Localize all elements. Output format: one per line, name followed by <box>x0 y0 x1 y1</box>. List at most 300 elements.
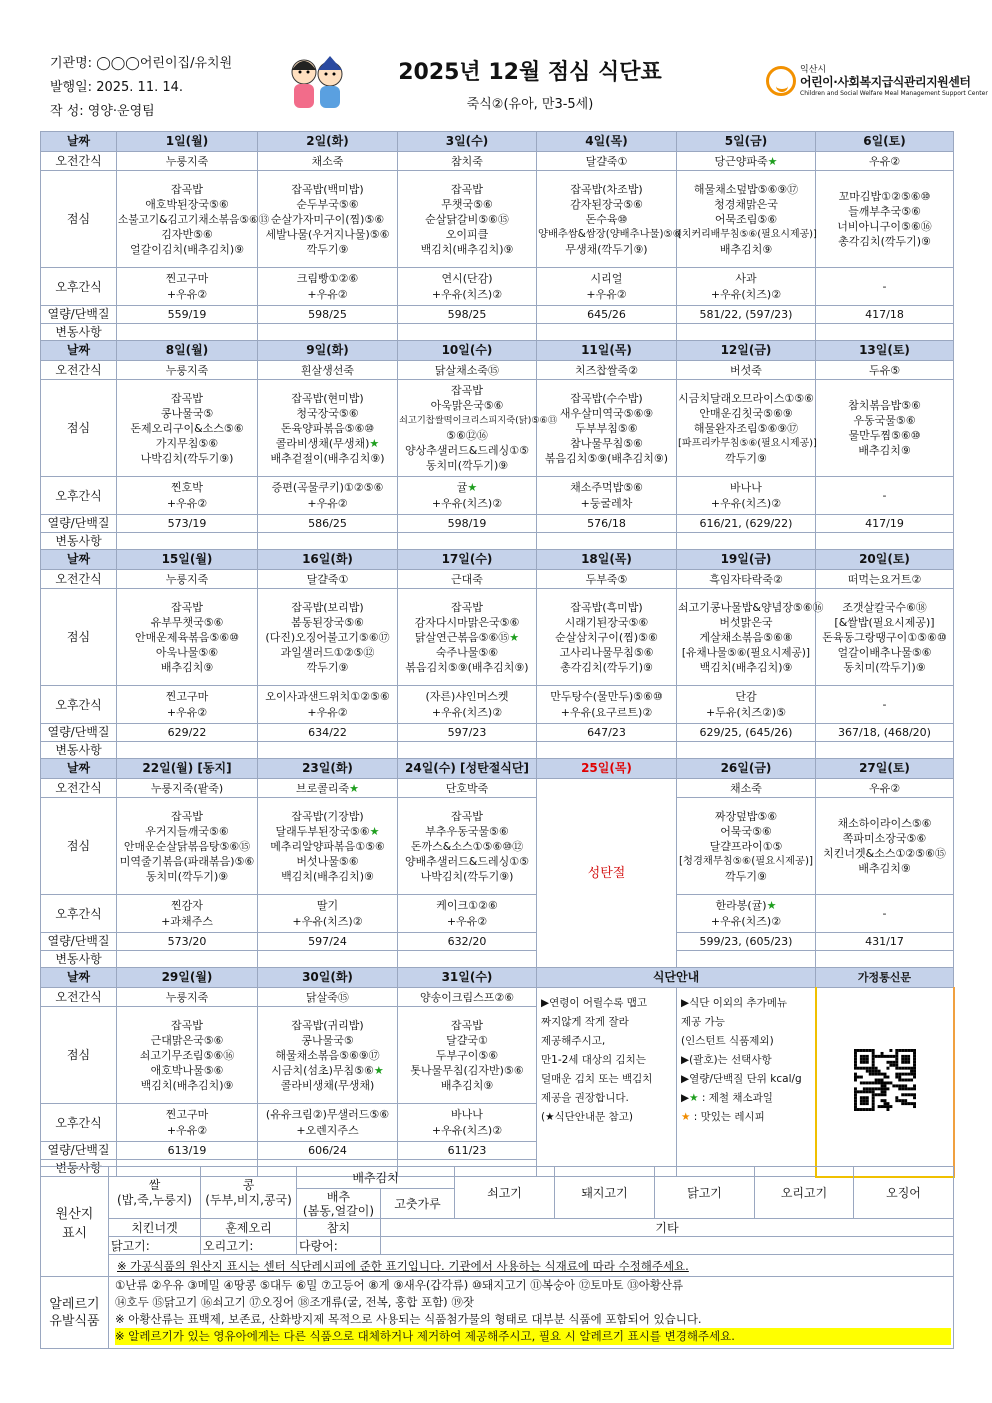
lunch-item: 게살채소볶음⑤⑥⑧ <box>699 630 793 644</box>
lunch-item: 버섯맑은국 <box>719 615 773 629</box>
day-date: 27일(토) <box>816 759 954 779</box>
changes-value <box>117 533 258 550</box>
lunch-menu <box>816 798 954 895</box>
lunch-item: 깍두기⑨ <box>306 242 349 256</box>
lunch-item: 들깨부추국⑤⑥ <box>848 205 921 218</box>
lunch-menu <box>537 589 677 686</box>
lunch-item: 채소하이라이스⑤⑥ <box>837 817 932 830</box>
am-snack-text: 단호박죽 <box>445 781 489 795</box>
lunch-item: 잡곡밥(흑미밥) <box>570 600 643 614</box>
seasonal-star-icon: ★ <box>509 630 520 644</box>
lunch-item: 쇠고기무조림⑤⑥⑯ <box>139 1048 235 1062</box>
lunch-item: 잡곡밥 <box>171 182 203 196</box>
week1-dh-row <box>41 132 954 152</box>
seasonal-star-icon: ★ <box>767 154 778 168</box>
am-snack-text: 누룽지죽 <box>165 363 209 377</box>
pm-snack-item: - <box>882 488 887 502</box>
changes-value <box>816 742 954 759</box>
nutrition-label: 열량/단백질 <box>41 933 117 951</box>
changes-value <box>537 324 677 341</box>
lunch-menu <box>537 380 677 477</box>
lunch-item: 배추김치⑨ <box>440 1078 494 1092</box>
allergy-list <box>109 1277 954 1349</box>
pm-snack <box>677 686 816 724</box>
lunch-menu <box>816 380 954 477</box>
pm-snack <box>398 895 537 933</box>
pm-snack-label: 오후간식 <box>41 1104 117 1142</box>
page-title: 2025년 12월 점심 식단표 <box>398 60 662 85</box>
org-label: 기관명: <box>50 56 93 71</box>
am-snack-text: 누룽지죽 <box>165 990 209 1004</box>
lunch-item: 볶음김치⑤⑨(배추김치⑨) <box>544 451 669 465</box>
day-date: 12일(금) <box>677 341 816 361</box>
lunch-item: 가지무침⑤⑥ <box>155 436 219 450</box>
header-info <box>50 52 232 124</box>
seasonal-star-icon: ★ <box>766 898 777 912</box>
lunch-item: 물만두찜⑤⑥⑩ <box>848 429 921 442</box>
changes-value <box>398 742 537 759</box>
lunch-menu <box>117 589 258 686</box>
am-snack-label: 오전간식 <box>41 988 117 1007</box>
lunch-item: 톳나물무침(김자반)⑤⑥ <box>410 1063 524 1077</box>
menu-table <box>40 131 955 1178</box>
nutrition-value: 581/22, (597/23) <box>677 306 816 324</box>
lunch-item: 감자된장국⑤⑥ <box>570 197 643 211</box>
pm-snack-item: 찐고구마 <box>165 689 209 703</box>
week3-lun-row <box>41 589 954 686</box>
lunch-item: 돈수육⑩ <box>585 212 628 226</box>
lunch-item: 시금치(섬초)무침⑤⑥★ <box>271 1063 384 1077</box>
lunch-item: 백김치(배추김치)⑨ <box>140 1078 234 1092</box>
pm-snack-item: +우유(치즈)② <box>431 496 503 510</box>
lunch-item: 무챗국⑤⑥ <box>441 197 493 211</box>
lunch-menu <box>258 798 398 895</box>
am-snack <box>258 988 398 1007</box>
nutrition-label: 열량/단백질 <box>41 306 117 324</box>
lunch-item: 총각김치(깍두기)⑨ <box>560 660 653 674</box>
am-snack <box>258 152 398 171</box>
week3-am-row <box>41 570 954 589</box>
changes-label: 변동사항 <box>41 742 117 759</box>
lunch-item: 깍두기⑨ <box>725 869 767 883</box>
day-date: 25일(목) <box>537 759 677 779</box>
lunch-item: 동치미(깍두기)⑨ <box>425 459 509 472</box>
pm-snack-item: +우유② <box>446 914 488 928</box>
pm-snack <box>537 686 677 724</box>
week2-ch-row <box>41 533 954 550</box>
lunch-item: 순살닭갈비⑤⑥⑮ <box>425 212 509 226</box>
pm-snack-item: +둥굴레차 <box>580 496 633 510</box>
changes-label: 변동사항 <box>41 533 117 550</box>
newsletter-qr[interactable] <box>816 988 954 1177</box>
lunch-item: [파프리카무침⑤⑥(필요시제공)] <box>678 437 817 449</box>
changes-value <box>117 324 258 341</box>
week2-lun-row <box>41 380 954 477</box>
changes-label: 변동사항 <box>41 324 117 341</box>
guide-line: 만1-2세 대상의 김치는 <box>541 1054 646 1066</box>
am-snack <box>258 570 398 589</box>
nutrition-value: 611/23 <box>398 1142 537 1160</box>
lunch-item: 잡곡밥(보리밥) <box>291 600 364 614</box>
logo-english: Children and Social Welfare Meal Management Support Center <box>800 90 988 97</box>
changes-value <box>258 951 398 968</box>
am-snack-text: 우유② <box>868 154 901 168</box>
pm-snack <box>117 268 258 306</box>
pm-snack <box>117 1104 258 1142</box>
author-label: 작 성: <box>50 104 84 119</box>
origin-smoked-duck-header: 훈제오리 <box>201 1219 297 1237</box>
day-date: 15일(월) <box>117 550 258 570</box>
pm-snack <box>258 268 398 306</box>
lunch-item: 잡곡밥 <box>171 391 203 405</box>
origin-rice-header: 쌀 (밥,죽,누룽지) <box>109 1167 201 1219</box>
lunch-item: 동치미(깍두기)⑨ <box>145 869 229 883</box>
week5-am-row <box>41 988 954 1007</box>
lunch-menu <box>258 589 398 686</box>
week1-am-row <box>41 152 954 171</box>
pm-snack <box>258 895 398 933</box>
lunch-menu <box>677 380 816 477</box>
lunch-item: 잡곡밥(백미밥) <box>291 182 364 196</box>
pm-snack-label: 오후간식 <box>41 268 117 306</box>
pm-snack-item: 찐고구마 <box>165 1107 209 1121</box>
lunch-menu <box>398 380 558 477</box>
pm-snack-item: +우유(치즈)② <box>431 705 503 719</box>
nutrition-value: 647/23 <box>537 724 677 742</box>
day-date: 2일(화) <box>258 132 398 152</box>
guide-line: (★식단안내문 참고) <box>541 1111 633 1123</box>
lunch-item: 돈까스&소스①⑤⑥⑩⑫ <box>410 839 524 853</box>
lunch-item: 백김치(배추김치)⑨ <box>699 660 793 674</box>
lunch-label: 점심 <box>41 798 117 895</box>
lunch-item: 어묵조림⑤⑥ <box>714 212 778 226</box>
guide-right <box>677 988 816 1177</box>
guide-line: ★ : 맛있는 레시피 <box>681 1111 765 1123</box>
pm-snack-item: +우유(요구르트)② <box>560 705 653 719</box>
lunch-item: 해물완자조림⑤⑥⑨⑰ <box>693 421 799 435</box>
changes-value <box>816 951 954 968</box>
nutrition-value: 629/25, (645/26) <box>677 724 816 742</box>
pm-snack-item: 한라봉(귤)★ <box>715 898 777 912</box>
pm-snack <box>537 268 677 306</box>
nutrition-value: 597/24 <box>258 933 398 951</box>
guide-line: ▶(괄호)는 선택사항 <box>681 1054 772 1066</box>
pm-snack-item: +우유(치즈)② <box>431 1123 503 1137</box>
origin-nugget-header: 치킨너겟 <box>109 1219 201 1237</box>
day-date: 23일(화) <box>258 759 398 779</box>
lunch-item: 해물채소볶음⑤⑥⑨⑰ <box>275 1048 380 1062</box>
date-row-label: 날짜 <box>41 550 117 570</box>
pm-snack <box>398 686 537 724</box>
lunch-item: 나박김치(깍두기⑨) <box>140 451 234 465</box>
origin-tuna-header: 참치 <box>297 1219 381 1237</box>
lunch-item: 얼갈이김치(배추김치)⑨ <box>129 242 245 256</box>
date-row-label: 날짜 <box>41 759 117 779</box>
nutrition-value: 431/17 <box>816 933 954 951</box>
nutrition-value: 629/22 <box>117 724 258 742</box>
date-row-label: 날짜 <box>41 132 117 152</box>
lunch-menu <box>677 798 816 895</box>
pm-snack-item: +우유② <box>307 705 348 719</box>
am-snack <box>816 570 954 589</box>
week4-ch-row <box>41 951 954 968</box>
lunch-item: 안매운제육볶음⑤⑥⑩ <box>135 630 239 644</box>
day-date: 31일(수) <box>398 968 537 988</box>
guide-line: ▶★ : 제철 채소과일 <box>681 1092 773 1104</box>
lunch-menu <box>816 589 954 686</box>
lunch-menu <box>398 1007 537 1104</box>
changes-value <box>537 533 677 550</box>
am-snack-text: 우유② <box>868 781 901 795</box>
pm-snack-item: 시리얼 <box>590 271 623 285</box>
nutrition-value: 576/18 <box>537 515 677 533</box>
lunch-item: 시래기된장국⑤⑥ <box>564 615 649 629</box>
lunch-item: 버섯나물⑤⑥ <box>296 854 359 868</box>
lunch-item: ⑤⑥⑫⑯ <box>446 429 488 442</box>
am-snack <box>677 570 816 589</box>
lunch-item: 닭살연근볶음⑤⑥⑮★ <box>414 630 520 644</box>
guide-line: ▶연령이 어릴수록 맵고 <box>541 997 648 1009</box>
lunch-item: 우거지들깨국⑤⑥ <box>145 824 229 838</box>
lunch-item: (다진)오징어불고기⑤⑥⑰ <box>265 630 390 644</box>
lunch-item: 참나물무침⑤⑥ <box>570 436 643 450</box>
allergy-line-1: ①난류 ②우유 ③메밀 ④땅콩 ⑤대두 ⑥밀 ⑦고등어 ⑧게 ⑨새우(갑각류) ⑩돼지고기 ⑪복숭아 ⑫토마토 ⑬아황산류 <box>115 1278 684 1292</box>
lunch-item: 잡곡밥 <box>451 384 483 397</box>
qr-code-icon <box>854 1049 916 1111</box>
guide-line: 짜지않게 작게 잘라 <box>541 1016 629 1028</box>
lunch-item: 배추김치⑨ <box>858 862 911 875</box>
am-snack-text: 당근양파죽 <box>714 154 768 168</box>
nutrition-value: 573/19 <box>117 515 258 533</box>
lunch-menu <box>816 171 954 268</box>
lunch-item: 애호박나물⑤⑥ <box>150 1063 224 1077</box>
lunch-item: [유채나물⑤⑥(필요시제공)] <box>681 645 811 659</box>
lunch-item: 고사리나물무침⑤⑥ <box>559 645 654 659</box>
am-snack-text: 채소죽 <box>730 781 762 795</box>
day-date: 6일(토) <box>816 132 954 152</box>
origin-note: ※ 가공식품의 원산지 표시는 센터 식단레시피에 준한 표기입니다. 기관에서 사용하는 식재료에 따라 수정해주세요. <box>109 1255 954 1277</box>
am-snack <box>117 779 258 798</box>
nutrition-value: 645/26 <box>537 306 677 324</box>
week2-dh-row <box>41 341 954 361</box>
week4-nu-row <box>41 933 954 951</box>
day-date: 18일(목) <box>537 550 677 570</box>
day-date: 11일(목) <box>537 341 677 361</box>
lunch-item: 감자다시마맑은국⑤⑥ <box>414 615 520 629</box>
lunch-item: 달걀프라이①⑤ <box>709 839 783 853</box>
pm-snack-item: +우유② <box>307 496 348 510</box>
guide-line: 제공해주시고, <box>541 1035 606 1047</box>
nutrition-value: 613/19 <box>117 1142 258 1160</box>
am-snack <box>537 361 677 380</box>
lunch-menu <box>258 380 398 477</box>
pm-snack <box>117 895 258 933</box>
seasonal-star-icon: ★ <box>467 480 478 494</box>
lunch-item: 유부무챗국⑤⑥ <box>150 615 224 629</box>
am-snack-text: 달걀죽① <box>306 572 349 586</box>
origin-pepper-header: 고춧가루 <box>381 1189 455 1219</box>
lunch-item: 잡곡밥(현미밥) <box>291 391 364 405</box>
lunch-item: 참치볶음밥⑤⑥ <box>848 399 921 412</box>
week3-pm-row <box>41 686 954 724</box>
date-row-label: 날짜 <box>41 341 117 361</box>
lunch-item: 두부부침⑤⑥ <box>575 421 638 435</box>
lunch-item: [치커리배무침⑤⑥(필요시제공)] <box>678 228 817 240</box>
am-snack-text: 두유⑤ <box>868 363 901 377</box>
am-snack-label: 오전간식 <box>41 361 117 380</box>
lunch-item: 짜장덮밥⑤⑥ <box>714 809 778 823</box>
lunch-item: 양상추샐러드&드레싱①⑤ <box>405 444 529 457</box>
lunch-item: 어묵국⑤⑥ <box>720 824 772 838</box>
day-date: 4일(목) <box>537 132 677 152</box>
pm-snack-item: 바나나 <box>730 480 762 494</box>
day-date: 16일(화) <box>258 550 398 570</box>
week1-ch-row <box>41 324 954 341</box>
lunch-label: 점심 <box>41 380 117 477</box>
lunch-item: 세발나물(우거지나물)⑤⑥ <box>265 227 390 241</box>
lunch-label: 점심 <box>41 1007 117 1104</box>
lunch-item: 애호박된장국⑤⑥ <box>145 197 229 211</box>
pm-snack-item: 증편(곡물쿠키)①②⑤⑥ <box>271 480 384 494</box>
allergy-line-3: ※ 아황산류는 표백제, 보존료, 산화방지제 목적으로 사용되는 식품첨가물의 형태로 대부분 식품에 포함되어 있습니다. <box>115 1312 702 1326</box>
logo-name: 어린이·사회복지급식관리지원센터 <box>800 75 971 89</box>
guide-line: 덜매운 김치 또는 백김치 <box>541 1073 653 1085</box>
guide-left <box>537 988 677 1177</box>
origin-bean-header: 콩 (두부,비지,콩국) <box>201 1167 297 1219</box>
pm-snack-item: 찐고구마 <box>165 271 209 285</box>
pm-snack <box>398 268 537 306</box>
pm-snack-item: - <box>882 279 887 293</box>
lunch-item: 잡곡밥 <box>451 1018 483 1032</box>
am-snack-text: 채소죽 <box>311 154 344 168</box>
lunch-item: 깍두기⑨ <box>725 451 767 465</box>
nutrition-value: 417/19 <box>816 515 954 533</box>
pm-snack-item: +우유② <box>307 287 348 301</box>
pm-snack-item: 오이사과샌드위치①②⑤⑥ <box>265 689 390 703</box>
changes-value <box>117 951 258 968</box>
changes-value <box>117 742 258 759</box>
lunch-item: 잡곡밥 <box>171 1018 203 1032</box>
changes-value <box>816 533 954 550</box>
changes-label: 변동사항 <box>41 951 117 968</box>
lunch-menu <box>258 1007 398 1104</box>
lunch-item: 해물채소덮밥⑤⑥⑨⑰ <box>693 182 799 196</box>
week4-lun-row <box>41 798 954 895</box>
lunch-item: 배추겉절이(배추김치⑨) <box>270 451 385 465</box>
pm-snack <box>677 268 816 306</box>
lunch-item: 김자반⑤⑥ <box>161 227 213 241</box>
lunch-item: 배추김치⑨ <box>858 444 911 457</box>
newsletter-header: 가정통신문 <box>816 968 954 988</box>
lunch-item: 백김치(배추김치)⑨ <box>420 242 514 256</box>
pm-snack-item: 사과 <box>735 271 757 285</box>
day-date: 29일(월) <box>117 968 258 988</box>
lunch-item: 콜라비생채(무생채)★ <box>275 436 380 450</box>
pm-snack-item: +우유② <box>166 496 208 510</box>
lunch-item: 잡곡밥(기장밥) <box>291 809 364 823</box>
nutrition-value: 632/20 <box>398 933 537 951</box>
lunch-menu <box>117 380 258 477</box>
pm-snack-item: +두유(치즈②)⑤ <box>705 705 787 719</box>
day-date: 30일(화) <box>258 968 398 988</box>
day-date: 5일(금) <box>677 132 816 152</box>
changes-value <box>677 742 816 759</box>
pm-snack <box>258 477 398 515</box>
seasonal-star-icon: ★ <box>689 1092 699 1104</box>
lunch-item: 나박김치(깍두기⑨) <box>420 869 514 883</box>
pm-snack-item: 크림빵①②⑥ <box>296 271 359 285</box>
am-snack-text: 누룽지죽 <box>165 572 209 586</box>
day-date: 10일(수) <box>398 341 537 361</box>
week1-lun-row <box>41 171 954 268</box>
am-snack <box>537 152 677 171</box>
lunch-item: 잡곡밥(귀리밥) <box>291 1018 364 1032</box>
lunch-item: 잡곡밥(수수밥) <box>570 391 643 405</box>
lunch-item: 안매운순살닭볶음탕⑤⑥⑮ <box>123 839 251 853</box>
lunch-menu <box>117 798 258 895</box>
lunch-item: 볶음김치⑤⑨(배추김치⑨) <box>405 660 529 674</box>
guide-line: ▶열량/단백질 단위 kcal/g <box>681 1073 802 1085</box>
nutrition-value: 599/23, (605/23) <box>677 933 816 951</box>
pm-snack-item: 귤★ <box>456 480 478 494</box>
pm-snack-item: 딸기 <box>316 898 339 912</box>
am-snack <box>117 988 258 1007</box>
lunch-item: 쪽파미소장국⑤⑥ <box>842 832 927 845</box>
origin-squid-header: 오징어 <box>854 1167 954 1219</box>
guide-line: ▶식단 이외의 추가메뉴 <box>681 997 788 1009</box>
logo-city: 익산시 <box>800 65 827 75</box>
week1-pm-row <box>41 268 954 306</box>
lunch-item: 너비아니구이⑤⑥⑯ <box>837 220 932 233</box>
recipe-star-icon: ★ <box>681 1111 691 1123</box>
am-snack-label: 오전간식 <box>41 152 117 171</box>
lunch-item: 총각김치(깍두기)⑨ <box>838 235 931 248</box>
origin-nugget-value: 닭고기: <box>109 1237 201 1255</box>
lunch-item: 봄동된장국⑤⑥ <box>291 615 364 629</box>
lunch-item: 동치미(깍두기)⑨ <box>843 660 926 674</box>
pm-snack <box>258 686 398 724</box>
changes-value <box>677 533 816 550</box>
am-snack-text: 달걀죽① <box>585 154 628 168</box>
nutrition-value: 559/19 <box>117 306 258 324</box>
pm-snack-item: 찐감자 <box>171 898 203 912</box>
guide-header: 식단안내 <box>537 968 816 988</box>
am-snack-text: 양송이크림스프②⑥ <box>419 990 515 1004</box>
lunch-item: 부추우동국물⑤⑥ <box>425 824 509 838</box>
lunch-item: 얼갈이배추나물⑤⑥ <box>837 645 932 659</box>
pm-snack <box>398 1104 537 1142</box>
lunch-item: 두부구이⑤⑥ <box>435 1048 499 1062</box>
lunch-item: 백김치(배추김치)⑨ <box>281 869 374 883</box>
center-logo <box>766 62 988 102</box>
changes-value <box>677 324 816 341</box>
lunch-item: 메추리알양파볶음①⑤⑥ <box>270 839 385 853</box>
lunch-item: [청경채무침⑤⑥(필요시제공)] <box>679 854 813 867</box>
changes-value <box>816 324 954 341</box>
am-snack <box>677 361 816 380</box>
pm-snack-item: +우유(치즈)② <box>710 287 782 301</box>
nutrition-value: 634/22 <box>258 724 398 742</box>
seasonal-star-icon: ★ <box>369 824 380 838</box>
am-snack <box>816 361 954 380</box>
pm-snack <box>258 1104 398 1142</box>
am-snack <box>537 570 677 589</box>
nutrition-label: 열량/단백질 <box>41 515 117 533</box>
lunch-item: 잡곡밥 <box>171 600 203 614</box>
lunch-menu <box>117 171 270 268</box>
lunch-menu <box>537 171 682 268</box>
guide-line: 제공 가능 <box>681 1016 725 1028</box>
